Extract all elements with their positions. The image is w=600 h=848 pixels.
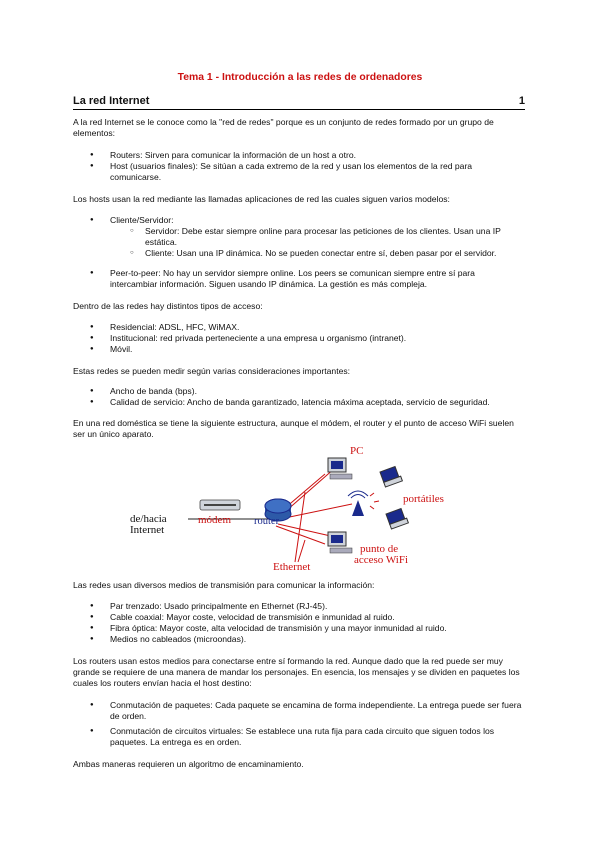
section-heading	[73, 96, 525, 110]
paragraph-routing: Ambas maneras requieren un algoritmo de encaminamiento.	[73, 759, 304, 769]
router-icon-top	[265, 499, 291, 513]
laptop-icon-2	[386, 508, 408, 529]
home-network-diagram	[130, 444, 470, 574]
list-item: ● Routers: Sirven para comunicar la información de un host a otro.	[73, 150, 523, 161]
list-item-label: Cliente/Servidor:	[110, 215, 174, 225]
laptop-icon	[380, 466, 402, 487]
modem-label: módem	[198, 514, 231, 526]
paragraph-media: Las redes usan diversos medios de transmisión para comunicar la información:	[73, 580, 375, 590]
list-item: ● Host (usuarios finales): Se sitúan a cada extremo de la red y usan los elementos de la red para comunicarse.	[73, 161, 523, 183]
elements-list	[73, 150, 523, 183]
list-item: ● Residencial: ADSL, HFC, WiMAX.	[73, 322, 523, 333]
list-item: ● Institucional: red privada perteneciente a una empresa u organismo (intranet).	[73, 333, 523, 344]
page-number: 1	[518, 95, 525, 107]
router-label: router	[254, 516, 280, 527]
wireless-link-icon	[370, 493, 379, 509]
ethernet-label: Ethernet	[273, 561, 311, 573]
pc-base	[330, 474, 352, 479]
list-item	[73, 215, 523, 259]
list-item: ● Móvil.	[73, 344, 523, 355]
paragraph-routers: Los routers usan estos medios para conectarse entre sí formando la red. Aunque dado que la red puede ser muy grande se requiere de una manera de mandar los personajes. En esencia, los mensajes y se dividen en paquetes los cuales los routers envían hacia el host destino:	[73, 656, 520, 688]
wifi-waves-inner-icon	[351, 495, 365, 499]
sub-list	[110, 226, 523, 259]
list-item: ● Cable coaxial: Mayor coste, velocidad de transmisión e inmunidad al ruido.	[73, 612, 523, 623]
paragraph-intro: A la red Internet se le conoce como la "red de redes" porque es un conjunto de redes formado por un grupo de elementos:	[73, 117, 494, 138]
laptops-label: portátiles	[403, 493, 444, 505]
wifi-waves-icon	[348, 491, 368, 496]
ethernet-label-line	[295, 492, 305, 562]
section-title: La red Internet	[73, 95, 150, 107]
pc-base-lower	[330, 548, 352, 553]
pc-screen	[331, 461, 343, 469]
access-list	[73, 322, 523, 355]
access-point-label-2: acceso WiFi	[354, 554, 409, 566]
access-point-label-1: punto de	[360, 543, 399, 555]
pc-screen-lower	[331, 535, 343, 543]
list-item: ● Peer-to-peer: No hay un servidor siempre online. Los peers se comunican siempre entre sí para intercambiar información. Siguen usando IP dinámica. La gestión es más compleja.	[73, 268, 523, 290]
list-item: ● Calidad de servicio: Ancho de banda garantizado, latencia máxima aceptada, servicio de seguridad.	[73, 397, 523, 408]
internet-label-2: Internet	[130, 524, 165, 536]
paragraph-access: Dentro de las redes hay distintos tipos de acceso:	[73, 301, 263, 311]
list-item: ● Fibra óptica: Mayor coste, alta velocidad de transmisión y una mayor inmunidad al ruido.	[73, 623, 523, 634]
list-item: ● Conmutación de paquetes: Cada paquete se encamina de forma independiente. La entrega puede ser fuera de orden.	[73, 700, 523, 722]
list-item: ● Conmutación de circuitos virtuales: Se establece una ruta fija para cada circuito que siguen todos los paquetes. La entrega es en orden.	[73, 726, 523, 748]
measure-list	[73, 386, 523, 408]
modem-icon-slot	[204, 504, 236, 506]
switching-list	[73, 700, 523, 748]
list-item: ● Par trenzado: Usado principalmente en Ethernet (RJ-45).	[73, 601, 523, 612]
models-list-p2p	[73, 268, 523, 290]
pc-label: PC	[350, 445, 364, 457]
sub-list-item: ○ Servidor: Debe estar siempre online para procesar las peticiones de los clientes. Usan una IP estática.	[110, 226, 523, 248]
paragraph-models: Los hosts usan la red mediante las llamadas aplicaciones de red las cuales siguen varios modelos:	[73, 194, 450, 204]
media-list	[73, 601, 523, 645]
list-item: ● Medios no cableados (microondas).	[73, 634, 523, 645]
access-point-icon	[352, 500, 364, 516]
document-title: Tema 1 - Introducción a las redes de ordenadores	[177, 72, 423, 83]
paragraph-measure: Estas redes se pueden medir según varias consideraciones importantes:	[73, 366, 351, 376]
ethernet-cable-pc-lower-2	[278, 524, 335, 537]
ethernet-label-line-2	[298, 540, 305, 562]
internet-label-1: de/hacia	[130, 513, 167, 525]
paragraph-home-network: En una red doméstica se tiene la siguiente estructura, aunque el módem, el router y el punto de acceso WiFi suelen ser un único aparato.	[73, 418, 514, 439]
list-item: ● Ancho de banda (bps).	[73, 386, 523, 397]
sub-list-item: ○ Cliente: Usan una IP dinámica. No se pueden conectar entre sí, deben pasar por el servidor.	[110, 248, 523, 259]
models-list	[73, 215, 523, 259]
